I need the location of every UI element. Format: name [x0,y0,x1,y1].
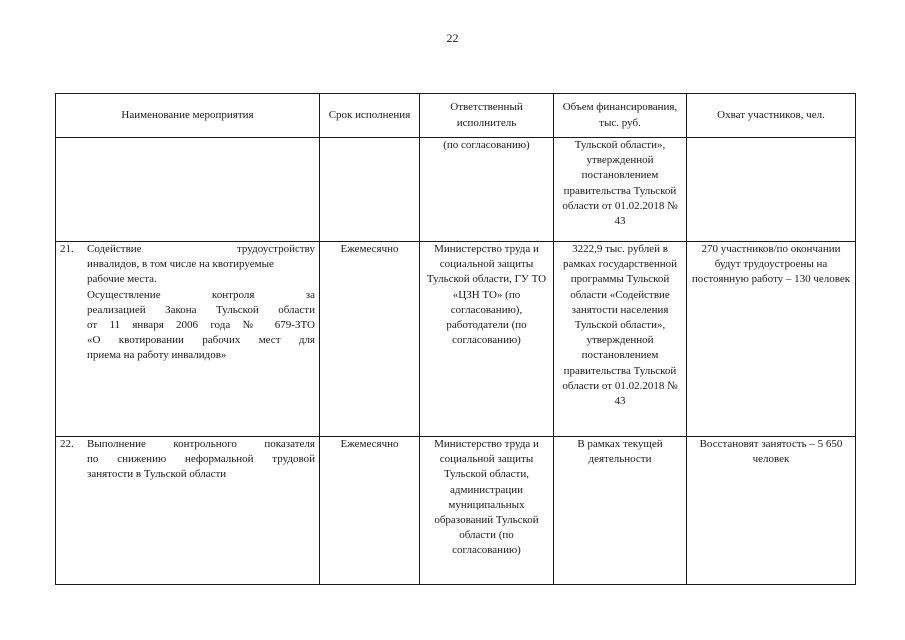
row-22-term: Ежемесячно [320,437,420,585]
activity-line: по снижению неформальной трудовой [87,453,315,466]
header-name: Наименование мероприятия [56,94,320,138]
activities-table [55,93,856,585]
page-number: 22 [446,31,459,45]
header-funding: Объем финансирования, тыс. руб. [554,94,687,138]
activity-text [87,242,315,364]
row-21-term: Ежемесячно [320,242,420,437]
activity-line: «О квотировании рабочих мест для [87,334,315,347]
row-number: 22. [60,438,74,450]
row-21-responsible: Министерство труда и социальной защиты Тульской области, ГУ ТО «ЦЗН ТО» (по согласованию), работодатели (по согласованию) [420,242,554,437]
table-header-row [56,94,856,138]
activity-line: приема на работу инвалидов» [87,349,227,362]
row-number: 21. [60,243,74,255]
activity-line: занятости в Тульской области [87,468,227,481]
row-22-responsible: Министерство труда и социальной защиты Тульской области, администрации муниципальных образований Тульской области (по согласованию) [420,437,554,585]
row-22-name [56,437,320,585]
header-responsible: Ответственный исполнитель [420,94,554,138]
activity-text [87,437,315,483]
row-22-coverage: Восстановят занятость – 5 650 человек [687,437,856,585]
activity-line: Выполнение контрольного показателя [87,438,315,450]
continuation-funding: Тульской области», утвержденной постановлением правительства Тульской области от 01.02.2018 № 43 [554,138,687,242]
activity-line: реализацией Закона Тульской области [87,303,315,316]
table-row [56,437,856,585]
continuation-row [56,138,856,242]
activity-line: Содействие трудоустройству [87,243,315,255]
activity-line: Осуществление контроля за [87,288,315,301]
row-21-name [56,242,320,437]
continuation-responsible: (по согласованию) [420,138,554,242]
row-21-coverage: 270 участников/по окончании будут трудоустроены на постоянную работу – 130 человек [687,242,856,437]
continuation-term [320,138,420,242]
activity-line: рабочие места. [87,273,157,286]
activity-line: от 11 января 2006 года № 679-ЗТО [87,319,315,332]
row-22-funding: В рамках текущей деятельности [554,437,687,585]
header-coverage: Охват участников, чел. [687,94,856,138]
row-21-funding: 3222,9 тыс. рублей в рамках государственной программы Тульской области «Содействие занятости населения Тульской области», утвержденной постановлением правительства Тульской области от 01.02.2018 № 43 [554,242,687,437]
activity-line: инвалидов, в том числе на квотируемые [87,258,274,271]
header-term: Срок исполнения [320,94,420,138]
continuation-name [56,138,320,242]
continuation-coverage [687,138,856,242]
table-row [56,242,856,437]
